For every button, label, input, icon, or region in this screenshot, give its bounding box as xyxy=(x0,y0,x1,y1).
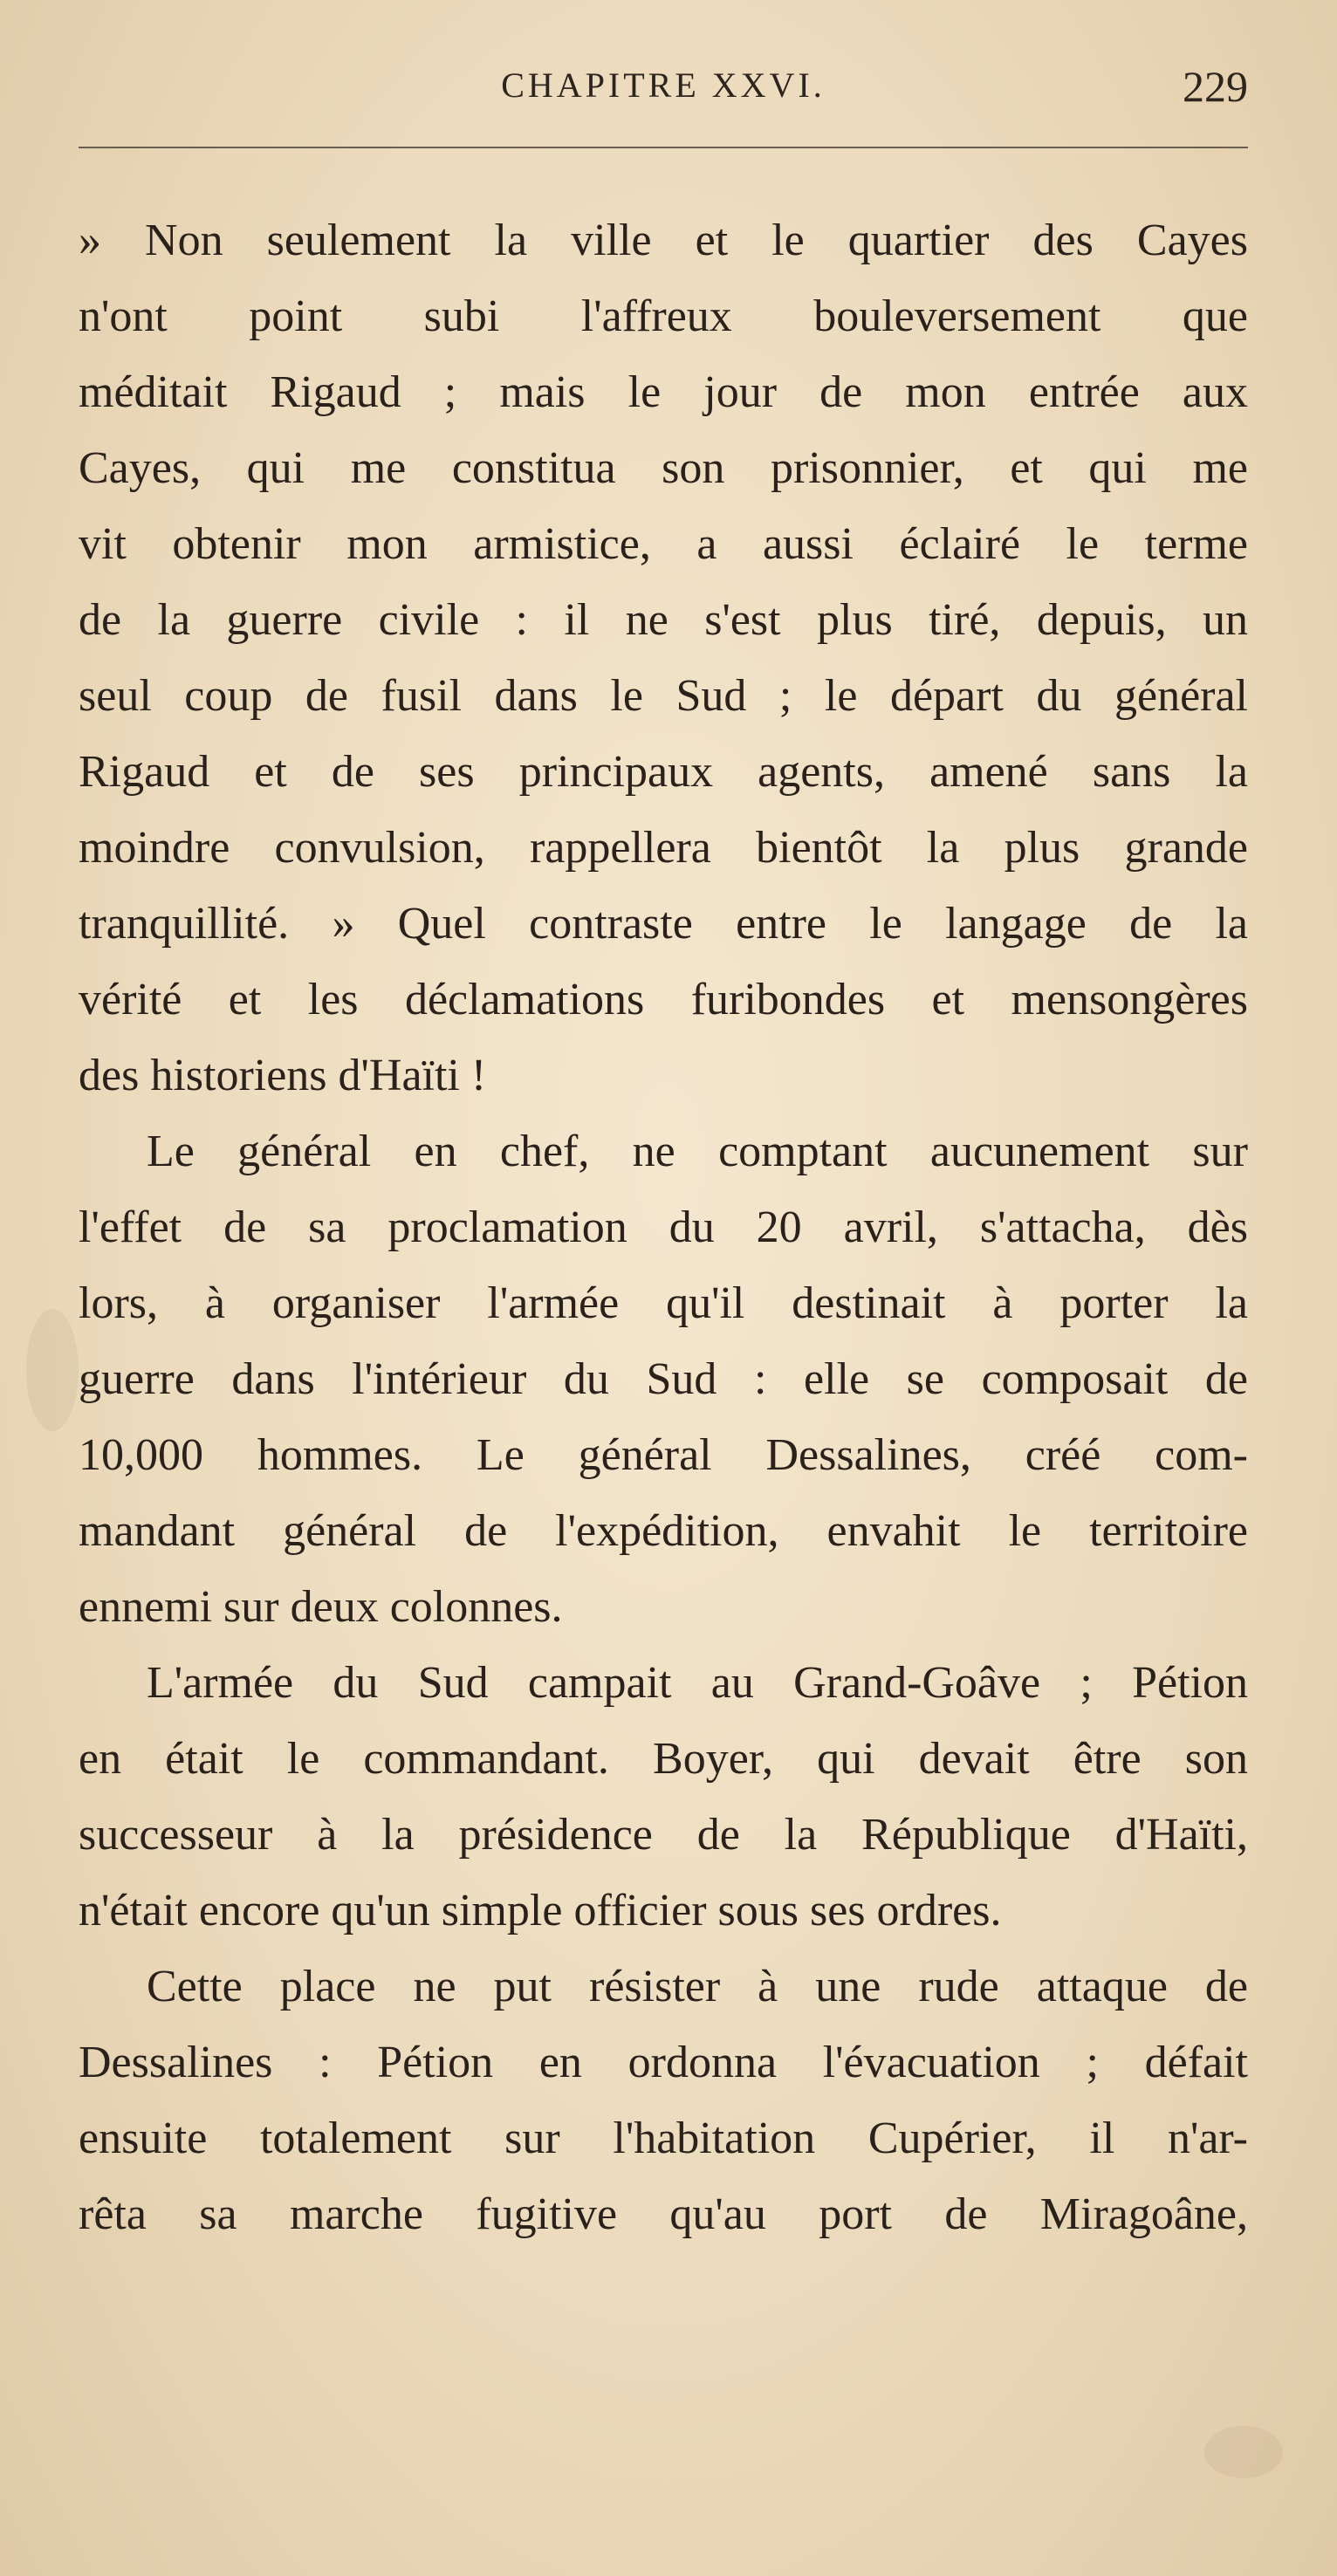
page-header xyxy=(79,54,1248,124)
text-line: ensuite totalement sur l'habitation Cupérier, il n'ar- xyxy=(79,2114,1248,2163)
text-line: l'effet de sa proclamation du 20 avril, s'attacha, dès xyxy=(79,1202,1248,1252)
text-line: tranquillité. » Quel contraste entre le langage de la xyxy=(79,899,1248,949)
text-line: Cette place ne put résister à une rude attaque de xyxy=(147,1962,1248,2011)
running-head: CHAPITRE XXVI. xyxy=(501,65,826,105)
text-line: vérité et les déclamations furibondes et mensongères xyxy=(79,975,1248,1024)
text-line: guerre dans l'intérieur du Sud : elle se composait de xyxy=(79,1354,1248,1404)
text-line: en était le commandant. Boyer, qui devait être son xyxy=(79,1734,1248,1784)
text-line: Rigaud et de ses principaux agents, amené sans la xyxy=(79,747,1248,797)
text-line: Le général en chef, ne comptant aucunement sur xyxy=(147,1127,1248,1176)
text-line: moindre convulsion, rappellera bientôt la plus grande xyxy=(79,823,1248,873)
text-line: Dessalines : Pétion en ordonna l'évacuation ; défait xyxy=(79,2038,1248,2087)
paper-stain xyxy=(26,1309,79,1431)
text-line: lors, à organiser l'armée qu'il destinait à porter la xyxy=(79,1278,1248,1328)
text-line: mandant général de l'expédition, envahit le territoire xyxy=(79,1506,1248,1556)
text-line: » Non seulement la ville et le quartier des Cayes xyxy=(79,216,1248,265)
text-line: 10,000 hommes. Le général Dessalines, créé com- xyxy=(79,1430,1248,1480)
text-line: rêta sa marche fugitive qu'au port de Miragoâne, xyxy=(79,2189,1248,2239)
page-number: 229 xyxy=(1183,62,1248,111)
header-rule xyxy=(79,147,1248,148)
body-text xyxy=(79,202,1248,2252)
text-line: ennemi sur deux colonnes. xyxy=(79,1582,563,1632)
text-line: des historiens d'Haïti ! xyxy=(79,1051,487,1100)
text-line: n'était encore qu'un simple officier sous ses ordres. xyxy=(79,1886,1002,1935)
text-line: de la guerre civile : il ne s'est plus tiré, depuis, un xyxy=(79,595,1248,645)
text-line: vit obtenir mon armistice, a aussi éclairé le terme xyxy=(79,519,1248,569)
text-line: seul coup de fusil dans le Sud ; le départ du général xyxy=(79,671,1248,721)
text-line: successeur à la présidence de la République d'Haïti, xyxy=(79,1810,1248,1860)
text-line: n'ont point subi l'affreux bouleversement que xyxy=(79,291,1248,341)
text-line: Cayes, qui me constitua son prisonnier, et qui me xyxy=(79,443,1248,493)
paper-stain xyxy=(1204,2426,1283,2478)
text-line: L'armée du Sud campait au Grand-Goâve ; Pétion xyxy=(147,1658,1248,1708)
text-line: méditait Rigaud ; mais le jour de mon entrée aux xyxy=(79,367,1248,417)
